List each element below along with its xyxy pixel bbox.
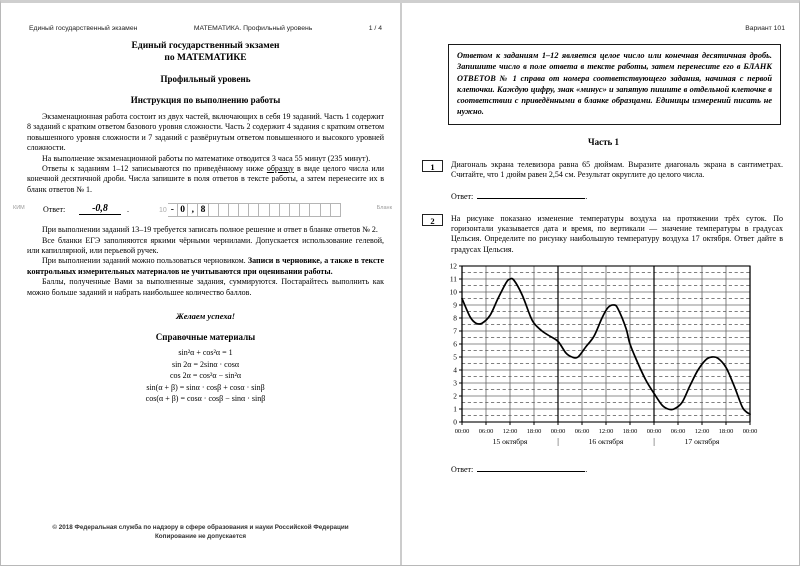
reference-materials-heading: Справочные материалы <box>155 332 256 343</box>
answer-cells-strip <box>159 203 341 217</box>
instruction-paragraph-5: Все бланки ЕГЭ заполняются яркими чёрными чернилами. Допускается использование гелевой, или капиллярной, или перьевой ручек. <box>27 235 384 256</box>
day-label: 17 октября <box>684 437 720 447</box>
y-tick-label: 9 <box>453 300 457 310</box>
day-separator: | <box>557 437 559 447</box>
question-2 <box>420 214 787 475</box>
formula: sin²α + cos²α = 1 <box>178 348 233 358</box>
temperature-line-chart-svg <box>436 261 766 449</box>
question-1-answer-period: . <box>585 191 588 201</box>
answer-cell: , <box>188 203 198 217</box>
x-tick-label: 12:00 <box>502 428 518 436</box>
variant-header <box>422 25 785 32</box>
instruction-paragraph-2: На выполнение экзаменационной работы по математике отводится 3 часа 55 минут (235 минут). <box>42 153 371 163</box>
answer-cell <box>229 203 239 217</box>
y-tick-label: 4 <box>453 365 457 375</box>
x-tick-label: 06:00 <box>478 428 494 436</box>
instruction-paragraph-6 <box>27 256 384 277</box>
question-1-answer-label: Ответ: <box>451 191 474 201</box>
question-1-text: Диагональ экрана телевизора равна 65 дюймам. Выразите диагональ экрана в сантиметрах. Считайте, что 1 дюйм равен 2,54 см. Результат округлите до целого числа. <box>451 159 783 180</box>
x-tick-label: 18:00 <box>718 428 734 436</box>
good-luck-wish: Желаем успеха! <box>175 311 236 322</box>
y-tick-label: 2 <box>453 391 457 401</box>
instruction-paragraph-1: Экзаменационная работа состоит из двух частей, включающих в себя 19 заданий. Часть 1 содержит 8 заданий с кратким ответом базового уровня сложности. Часть 2 содержит 4 задания с кратким ответом повышенного уровня сложности и 7 заданий с развёрнутым ответом повышенного и высокого уровней сложности. <box>27 112 384 153</box>
paragraph-6-text: При выполнении заданий можно пользоваться черновиком. <box>42 256 248 266</box>
question-2-answer-period: . <box>585 465 588 475</box>
y-tick-label: 12 <box>449 261 457 271</box>
answer-cell: 8 <box>198 203 208 217</box>
y-tick-label: 1 <box>453 404 457 414</box>
y-tick-label: 11 <box>449 274 457 284</box>
answer-cell <box>300 203 310 217</box>
blank-edge-label: Бланк <box>376 205 392 212</box>
question-1-number-box: 1 <box>422 160 443 172</box>
right-page <box>402 3 800 566</box>
paragraph-3-underlined-word: образцу <box>266 164 294 174</box>
instruction-paragraph-4: При выполнении заданий 13–19 требуется записать полное решение и ответ в бланке ответов № 2. <box>42 225 378 235</box>
running-header <box>29 25 382 32</box>
question-1 <box>420 160 787 201</box>
question-2-answer-blank <box>477 463 588 475</box>
x-tick-label: 18:00 <box>622 428 638 436</box>
question-1-answer-blank <box>477 190 588 201</box>
running-header-center: МАТЕМАТИКА. Профильный уровень <box>193 25 313 32</box>
y-tick-label: 5 <box>453 352 457 362</box>
x-tick-label: 06:00 <box>574 428 590 436</box>
temperature-chart <box>436 261 787 454</box>
answer-cell: - <box>168 203 178 217</box>
kim-edge-label: КИМ <box>13 205 25 212</box>
answer-cell <box>310 203 320 217</box>
y-tick-label: 10 <box>449 287 457 297</box>
day-label: 15 октября <box>492 437 528 447</box>
x-tick-label: 12:00 <box>694 428 710 436</box>
answer-cell <box>290 203 300 217</box>
question-2-number-box: 2 <box>422 214 443 226</box>
answer-cell <box>239 203 249 217</box>
x-tick-label: 06:00 <box>670 428 686 436</box>
day-label: 16 октября <box>588 437 624 447</box>
x-tick-label: 18:00 <box>526 428 542 436</box>
copyright-footer <box>1 524 400 541</box>
running-header-left: Единый государственный экзамен <box>29 25 138 32</box>
instruction-paragraph-7: Баллы, полученные Вами за выполненные задания, суммируются. Постарайтесь выполнить как можно больше заданий и набрать наибольшее количество баллов. <box>27 277 384 297</box>
footer-line2: Копирование не допускается <box>154 532 247 540</box>
left-page <box>1 3 400 566</box>
question-1-answer-line <box>451 190 787 201</box>
answer-cell <box>331 203 341 217</box>
part-1-heading: Часть 1 <box>587 136 620 147</box>
sample-period: . <box>127 205 129 215</box>
answer-cell <box>219 203 229 217</box>
exam-title-line1: Единый государственный экзамен <box>131 41 280 51</box>
variant-label: Вариант 101 <box>745 25 785 32</box>
footer-line1: © 2018 Федеральная служба по надзору в сфере образования и науки Российской Федерации <box>52 524 349 531</box>
answer-cell <box>249 203 259 217</box>
formula: sin(α + β) = sinα · cosβ + cosα · sinβ <box>146 382 265 392</box>
sample-answer-label: Ответ: <box>43 205 66 215</box>
answer-cell <box>270 203 280 217</box>
paragraph-3-text-end: в виде целого числа или конечной десятичной дроби. Числа запишите в поля ответов в тексте работы, а затем перенесите их в бланк ответов № 1. <box>27 164 384 194</box>
y-tick-label: 3 <box>453 378 457 388</box>
question-2-answer-label: Ответ: <box>451 465 474 475</box>
y-tick-label: 8 <box>453 313 457 323</box>
y-tick-label: 7 <box>453 326 457 336</box>
exam-level: Профильный уровень <box>160 74 251 84</box>
paragraph-6-bold-text: Записи в черновике, а также в тексте контрольных измерительных материалов не учитываются при оценивании работы. <box>27 256 384 276</box>
x-tick-label: 00:00 <box>646 428 662 436</box>
exam-title-line2: по МАТЕМАТИКЕ <box>164 53 247 63</box>
answer-cell: 0 <box>178 203 188 217</box>
day-separator: | <box>653 437 655 447</box>
answer-sample-row <box>13 202 392 220</box>
cell-row-prefix: 10 <box>159 206 167 214</box>
x-tick-label: 00:00 <box>454 428 470 436</box>
x-tick-label: 00:00 <box>742 428 758 436</box>
answer-cell <box>209 203 219 217</box>
x-tick-label: 12:00 <box>598 428 614 436</box>
answer-cell <box>280 203 290 217</box>
question-2-text: На рисунке показано изменение температуры воздуха на протяжении трёх суток. По горизонтали указывается дата и время, по вертикали — значение температуры в градусах Цельсия. Определите по рисунку наибольшую температуру воздуха 17 октября. Ответ дайте в градусах Цельсия. <box>451 213 783 254</box>
y-tick-label: 0 <box>453 417 457 427</box>
exam-title <box>27 40 384 64</box>
formula: sin 2α = 2sinα · cosα <box>171 359 240 369</box>
reference-formulas <box>27 347 384 405</box>
answer-cell <box>321 203 331 217</box>
instruction-paragraph-3 <box>27 164 384 195</box>
y-tick-label: 6 <box>453 339 457 349</box>
formula: cos 2α = cos²α − sin²α <box>169 371 242 381</box>
answer-format-instruction-box: Ответом к заданиям 1–12 является целое число или конечная десятичная дробь. Запишите число в поле ответа в тексте работы, затем перенесите его в БЛАНК ОТВЕТОВ № 1 справа от номера соответствующего задания, начиная с первой клеточки. Каждую цифру, знак «минус» и запятую пишите в отдельной клеточке в соответствии с приведёнными в бланке образцами. Единицы измерений писать не нужно. <box>448 44 781 125</box>
running-header-page-number: 1 / 4 <box>368 25 382 32</box>
question-2-answer-line <box>451 463 787 474</box>
paragraph-3-text: Ответы к заданиям 1–12 записываются по приведённому ниже <box>42 164 267 174</box>
instruction-heading: Инструкция по выполнению работы <box>130 95 281 105</box>
answer-cell <box>259 203 269 217</box>
sample-handwritten-answer: -0,8 <box>79 203 121 215</box>
x-tick-label: 00:00 <box>550 428 566 436</box>
formula: cos(α + β) = cosα · cosβ − sinα · sinβ <box>145 394 266 404</box>
